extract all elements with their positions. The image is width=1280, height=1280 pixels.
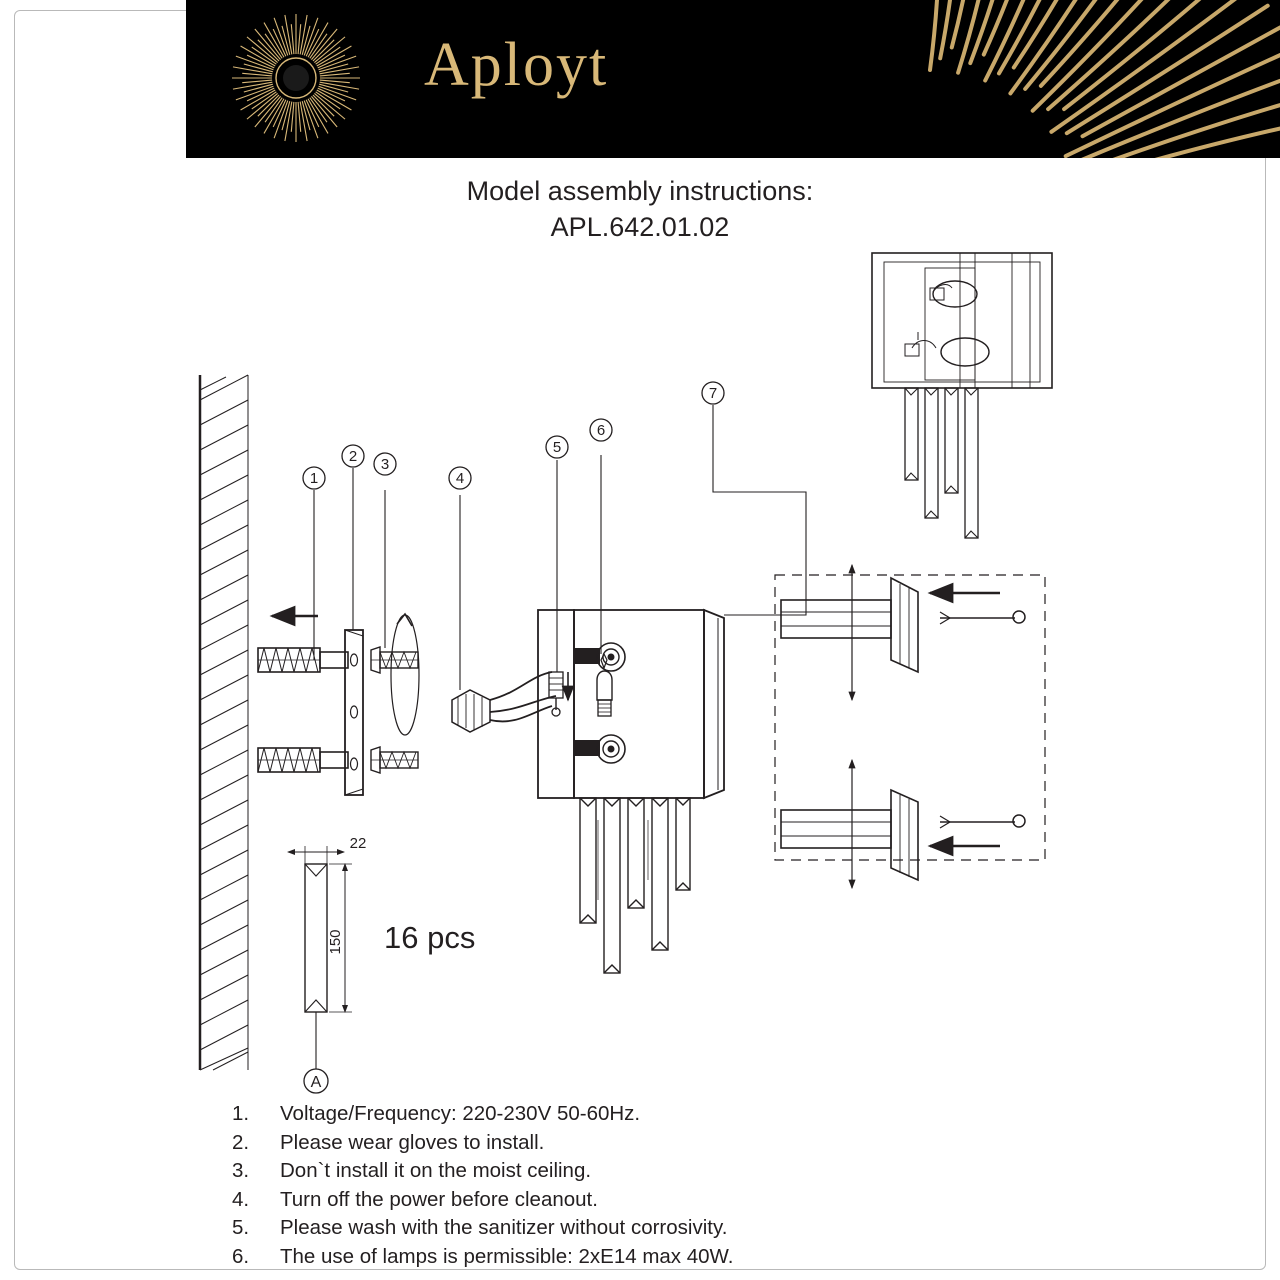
svg-text:2: 2 <box>348 448 358 465</box>
quantity-label: 16 pcs <box>384 920 476 955</box>
detail-rod <box>288 835 366 1012</box>
screw-lower <box>371 747 418 773</box>
glass-rods <box>580 798 690 973</box>
glass-panel-bottom <box>781 790 1025 880</box>
lamp-body-exploded <box>538 610 724 973</box>
lamp-socket-upper <box>574 643 625 671</box>
svg-text:4: 4 <box>455 470 465 487</box>
switch-connector <box>549 672 568 716</box>
svg-text:6: 6 <box>596 422 606 439</box>
diffuser-assembly <box>775 565 1045 888</box>
screw-rotation-indicator <box>391 614 419 735</box>
svg-text:A: A <box>310 1074 322 1091</box>
svg-text:1: 1 <box>309 470 319 487</box>
note-item <box>232 1157 1132 1186</box>
wall-dowel-upper <box>258 648 348 672</box>
svg-text:7: 7 <box>708 385 718 402</box>
svg-text:5: 5 <box>552 439 562 456</box>
model-code: APL.642.01.02 <box>550 212 730 242</box>
wall-hatching <box>200 375 248 1070</box>
finished-product-view <box>872 253 1052 538</box>
note-number: 5. <box>232 1216 250 1239</box>
note-text: Voltage/Frequency: 220-230V 50-60Hz. <box>280 1102 641 1125</box>
note-text: The use of lamps is permissible: 2xE14 max 40W. <box>280 1244 734 1268</box>
note-text: Please wash with the sanitizer without corrosivity. <box>280 1216 728 1239</box>
terminal-block <box>452 672 556 732</box>
notes-list <box>232 1100 1132 1271</box>
note-text: Don`t install it on the moist ceiling. <box>280 1159 592 1182</box>
screw-upper <box>371 647 418 673</box>
note-item <box>232 1100 1132 1129</box>
lamp-socket-lower <box>574 735 625 763</box>
brand-name: Aployt <box>424 31 609 99</box>
note-number: 6. <box>232 1244 250 1268</box>
note-item <box>232 1243 1132 1272</box>
note-number: 1. <box>232 1102 250 1125</box>
page-title: Model assembly instructions: <box>466 176 814 206</box>
note-number: 4. <box>232 1187 250 1211</box>
dim-length-label: 150 <box>327 929 344 955</box>
note-number: 3. <box>232 1159 250 1182</box>
glass-panel-top <box>781 578 1025 672</box>
note-text: Turn off the power before cleanout. <box>280 1187 598 1211</box>
wall-dowel-lower <box>258 748 348 772</box>
note-item <box>232 1214 1132 1243</box>
svg-text:3: 3 <box>380 456 390 473</box>
note-item <box>232 1129 1132 1158</box>
note-number: 2. <box>232 1130 250 1154</box>
note-item <box>232 1186 1132 1215</box>
callout-markers <box>303 382 724 1093</box>
note-text: Please wear gloves to install. <box>280 1130 545 1154</box>
dim-width-label: 22 <box>349 835 367 852</box>
